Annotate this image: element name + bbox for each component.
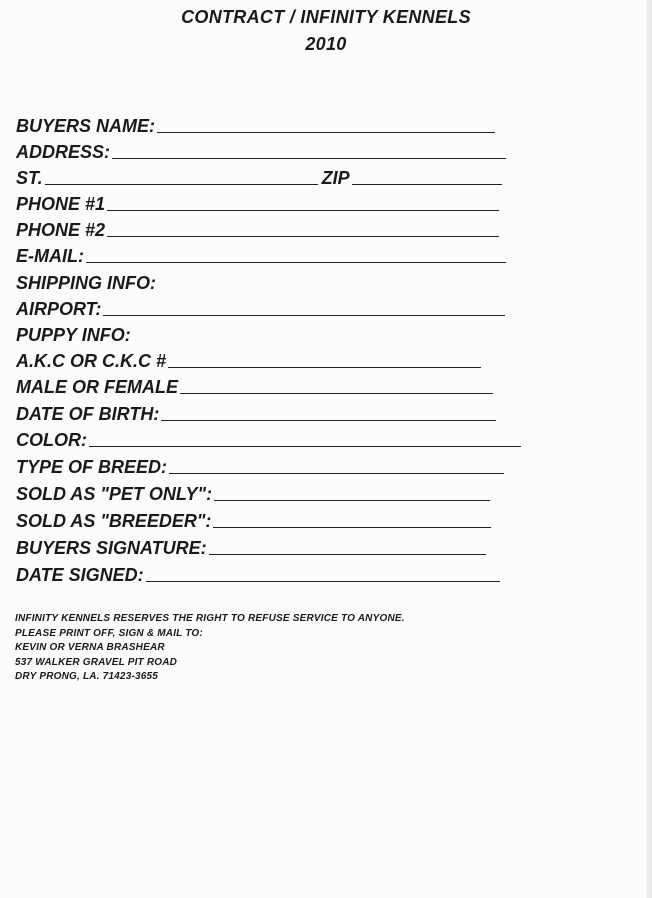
type-of-breed-line[interactable] bbox=[169, 473, 504, 474]
refuse-service-notice: INFINITY KENNELS RESERVES THE RIGHT TO REFUSE SERVICE TO ANYONE. bbox=[15, 613, 405, 624]
date-signed-line[interactable] bbox=[146, 581, 500, 582]
zip-line[interactable] bbox=[352, 184, 502, 185]
date-of-birth-label: DATE OF BIRTH: bbox=[16, 404, 160, 424]
email-label: E-MAIL: bbox=[16, 246, 84, 266]
state-line[interactable] bbox=[45, 184, 318, 185]
akc-ckc-line[interactable] bbox=[168, 367, 481, 368]
contract-title: CONTRACT / INFINITY KENNELS bbox=[181, 7, 471, 27]
mail-instructions: PLEASE PRINT OFF, SIGN & MAIL TO: bbox=[15, 627, 203, 639]
phone1-row bbox=[16, 190, 499, 214]
footer-notes bbox=[15, 612, 405, 685]
type-of-breed-label: TYPE OF BREED: bbox=[16, 457, 168, 477]
sold-breeder-label: SOLD AS "BREEDER": bbox=[16, 511, 212, 531]
airport-line[interactable] bbox=[103, 315, 505, 316]
male-female-line[interactable] bbox=[180, 393, 493, 394]
buyers-signature-row bbox=[16, 534, 486, 558]
shipping-info-heading: SHIPPING INFO: bbox=[16, 273, 157, 293]
akc-ckc-row bbox=[16, 347, 481, 371]
date-of-birth-row bbox=[16, 400, 496, 424]
state-zip-row bbox=[16, 164, 502, 188]
airport-label: AIRPORT: bbox=[16, 299, 102, 319]
airport-row bbox=[16, 295, 505, 319]
contract-year: 2010 bbox=[305, 34, 347, 54]
phone1-line[interactable] bbox=[107, 210, 499, 211]
mail-city-state-zip: DRY PRONG, LA. 71423-3655 bbox=[15, 671, 159, 683]
email-line[interactable] bbox=[86, 262, 506, 263]
mail-street: 537 WALKER GRAVEL PIT ROAD bbox=[15, 656, 178, 668]
type-of-breed-row bbox=[16, 453, 504, 477]
puppy-info-heading: PUPPY INFO: bbox=[16, 325, 131, 345]
state-label: ST. bbox=[16, 168, 43, 188]
phone2-label: PHONE #2 bbox=[16, 220, 106, 240]
buyers-signature-line[interactable] bbox=[209, 554, 486, 555]
buyers-name-row bbox=[16, 112, 495, 136]
color-line[interactable] bbox=[89, 446, 521, 447]
email-row bbox=[16, 242, 506, 266]
male-female-label: MALE OR FEMALE bbox=[16, 377, 178, 397]
date-signed-label: DATE SIGNED: bbox=[16, 565, 144, 585]
page-edge-shadow bbox=[646, 0, 652, 898]
sold-breeder-row bbox=[16, 507, 491, 531]
puppy-info-row bbox=[16, 321, 131, 345]
zip-label: ZIP bbox=[321, 168, 350, 188]
phone2-line[interactable] bbox=[107, 236, 499, 237]
date-of-birth-line[interactable] bbox=[161, 420, 496, 421]
date-signed-row bbox=[16, 561, 500, 585]
color-row bbox=[16, 426, 521, 450]
sold-pet-only-row bbox=[16, 480, 490, 504]
sold-breeder-line[interactable] bbox=[213, 527, 491, 528]
shipping-info-row bbox=[16, 269, 156, 293]
color-label: COLOR: bbox=[16, 430, 87, 450]
buyers-name-line[interactable] bbox=[157, 132, 495, 133]
buyers-name-label: BUYERS NAME: bbox=[16, 116, 156, 136]
buyers-signature-label: BUYERS SIGNATURE: bbox=[16, 538, 207, 558]
sold-pet-only-label: SOLD AS "PET ONLY": bbox=[16, 484, 213, 504]
address-label: ADDRESS: bbox=[16, 142, 111, 162]
address-row bbox=[16, 138, 506, 162]
male-female-row bbox=[16, 373, 493, 397]
phone1-label: PHONE #1 bbox=[16, 194, 106, 214]
sold-pet-only-line[interactable] bbox=[214, 500, 490, 501]
mail-recipient: KEVIN OR VERNA BRASHEAR bbox=[15, 642, 165, 654]
address-line[interactable] bbox=[112, 158, 506, 159]
phone2-row bbox=[16, 216, 499, 240]
akc-ckc-label: A.K.C OR C.K.C # bbox=[16, 351, 167, 371]
